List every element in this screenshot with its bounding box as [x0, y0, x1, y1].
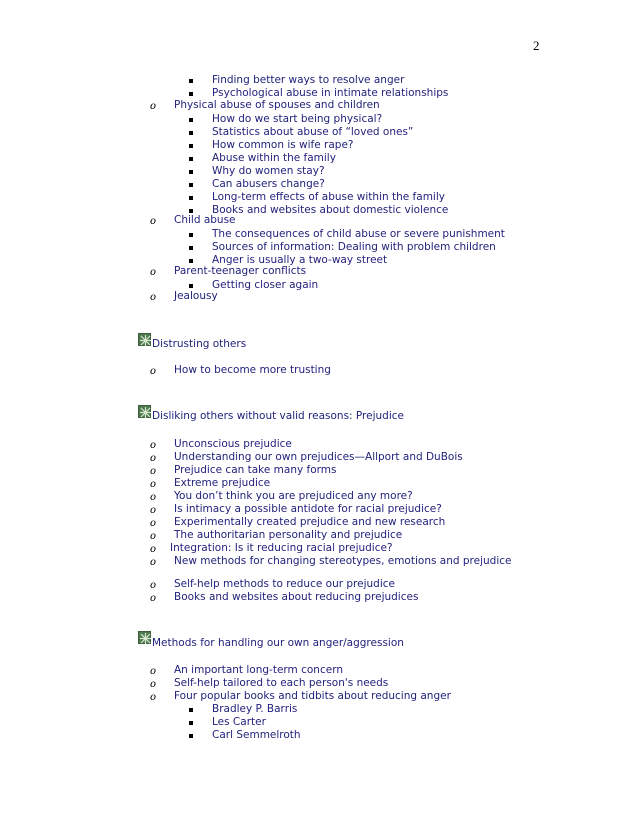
list-item: New methods for changing stereotypes, emotions and prejudice — [174, 555, 512, 567]
list-item: You don’t think you are prejudiced any more? — [174, 490, 413, 502]
circle-bullet-icon: o — [150, 692, 157, 703]
leaf-icon — [138, 631, 151, 644]
list-item: Anger is usually a two-way street — [212, 254, 388, 266]
circle-bullet-icon: o — [150, 216, 157, 227]
square-bullet-icon — [189, 79, 193, 83]
circle-bullet-icon: o — [150, 267, 157, 278]
list-item: Four popular books and tidbits about reducing anger — [174, 690, 451, 702]
square-bullet-icon — [189, 246, 193, 250]
circle-bullet-icon: o — [150, 292, 157, 303]
square-bullet-icon — [189, 734, 193, 738]
square-bullet-icon — [189, 170, 193, 174]
list-item: How common is wife rape? — [212, 139, 354, 151]
square-bullet-icon — [189, 259, 193, 263]
list-item: Integration: Is it reducing racial prejudice? — [170, 542, 393, 554]
square-bullet-icon — [189, 157, 193, 161]
circle-bullet-icon: o — [150, 366, 157, 377]
square-bullet-icon — [189, 284, 193, 288]
leaf-icon — [138, 333, 151, 346]
list-item: Self-help tailored to each person's needs — [174, 677, 389, 689]
square-bullet-icon — [189, 233, 193, 237]
list-item: Les Carter — [212, 716, 266, 728]
circle-bullet-icon: o — [150, 593, 157, 604]
list-item: Sources of information: Dealing with problem children — [212, 241, 496, 253]
square-bullet-icon — [189, 183, 193, 187]
list-item: Bradley P. Barris — [212, 703, 298, 715]
square-bullet-icon — [189, 118, 193, 122]
list-item: Self-help methods to reduce our prejudice — [174, 578, 395, 590]
page-number: 2 — [533, 38, 540, 53]
circle-bullet-icon: o — [150, 505, 157, 516]
list-item: An important long-term concern — [174, 664, 343, 676]
circle-bullet-icon: o — [150, 466, 157, 477]
list-item: Why do women stay? — [212, 165, 325, 177]
list-item: Abuse within the family — [212, 152, 336, 164]
square-bullet-icon — [189, 209, 193, 213]
list-item: Extreme prejudice — [174, 477, 271, 489]
list-item: Physical abuse of spouses and children — [174, 99, 380, 111]
list-item: The consequences of child abuse or severe punishment — [212, 228, 505, 240]
square-bullet-icon — [189, 92, 193, 96]
list-item: Statistics about abuse of “loved ones” — [212, 126, 414, 138]
list-item: Unconscious prejudice — [174, 438, 292, 450]
list-item: Jealousy — [174, 290, 218, 302]
list-item: Experimentally created prejudice and new research — [174, 516, 446, 528]
list-item: Parent-teenager conflicts — [174, 265, 307, 277]
circle-bullet-icon: o — [150, 101, 157, 112]
list-item: How to become more trusting — [174, 364, 331, 376]
circle-bullet-icon: o — [150, 479, 157, 490]
section-heading: Disliking others without valid reasons: Prejudice — [152, 410, 404, 422]
circle-bullet-icon: o — [150, 531, 157, 542]
square-bullet-icon — [189, 708, 193, 712]
circle-bullet-icon: o — [150, 666, 157, 677]
list-item: Can abusers change? — [212, 178, 325, 190]
square-bullet-icon — [189, 721, 193, 725]
circle-bullet-icon: o — [150, 557, 157, 568]
square-bullet-icon — [189, 131, 193, 135]
list-item: Child abuse — [174, 214, 236, 226]
circle-bullet-icon: o — [150, 580, 157, 591]
circle-bullet-icon: o — [150, 518, 157, 529]
list-item: How do we start being physical? — [212, 113, 383, 125]
list-item: Prejudice can take many forms — [174, 464, 337, 476]
list-item: Finding better ways to resolve anger — [212, 74, 405, 86]
list-item: Getting closer again — [212, 279, 319, 291]
list-item: Books and websites about domestic violence — [212, 204, 449, 216]
circle-bullet-icon: o — [150, 453, 157, 464]
square-bullet-icon — [189, 144, 193, 148]
list-item: Long-term effects of abuse within the family — [212, 191, 445, 203]
circle-bullet-icon: o — [150, 440, 157, 451]
list-item: Is intimacy a possible antidote for racial prejudice? — [174, 503, 442, 515]
circle-bullet-icon: o — [150, 492, 157, 503]
circle-bullet-icon: o — [150, 544, 157, 555]
list-item: The authoritarian personality and prejudice — [174, 529, 403, 541]
section-heading: Methods for handling our own anger/aggression — [152, 637, 404, 649]
leaf-icon — [138, 405, 151, 418]
list-item: Books and websites about reducing prejudices — [174, 591, 419, 603]
list-item: Psychological abuse in intimate relationships — [212, 87, 449, 99]
list-item: Carl Semmelroth — [212, 729, 301, 741]
list-item: Understanding our own prejudices—Allport and DuBois — [174, 451, 463, 463]
circle-bullet-icon: o — [150, 679, 157, 690]
square-bullet-icon — [189, 196, 193, 200]
section-heading: Distrusting others — [152, 338, 247, 350]
